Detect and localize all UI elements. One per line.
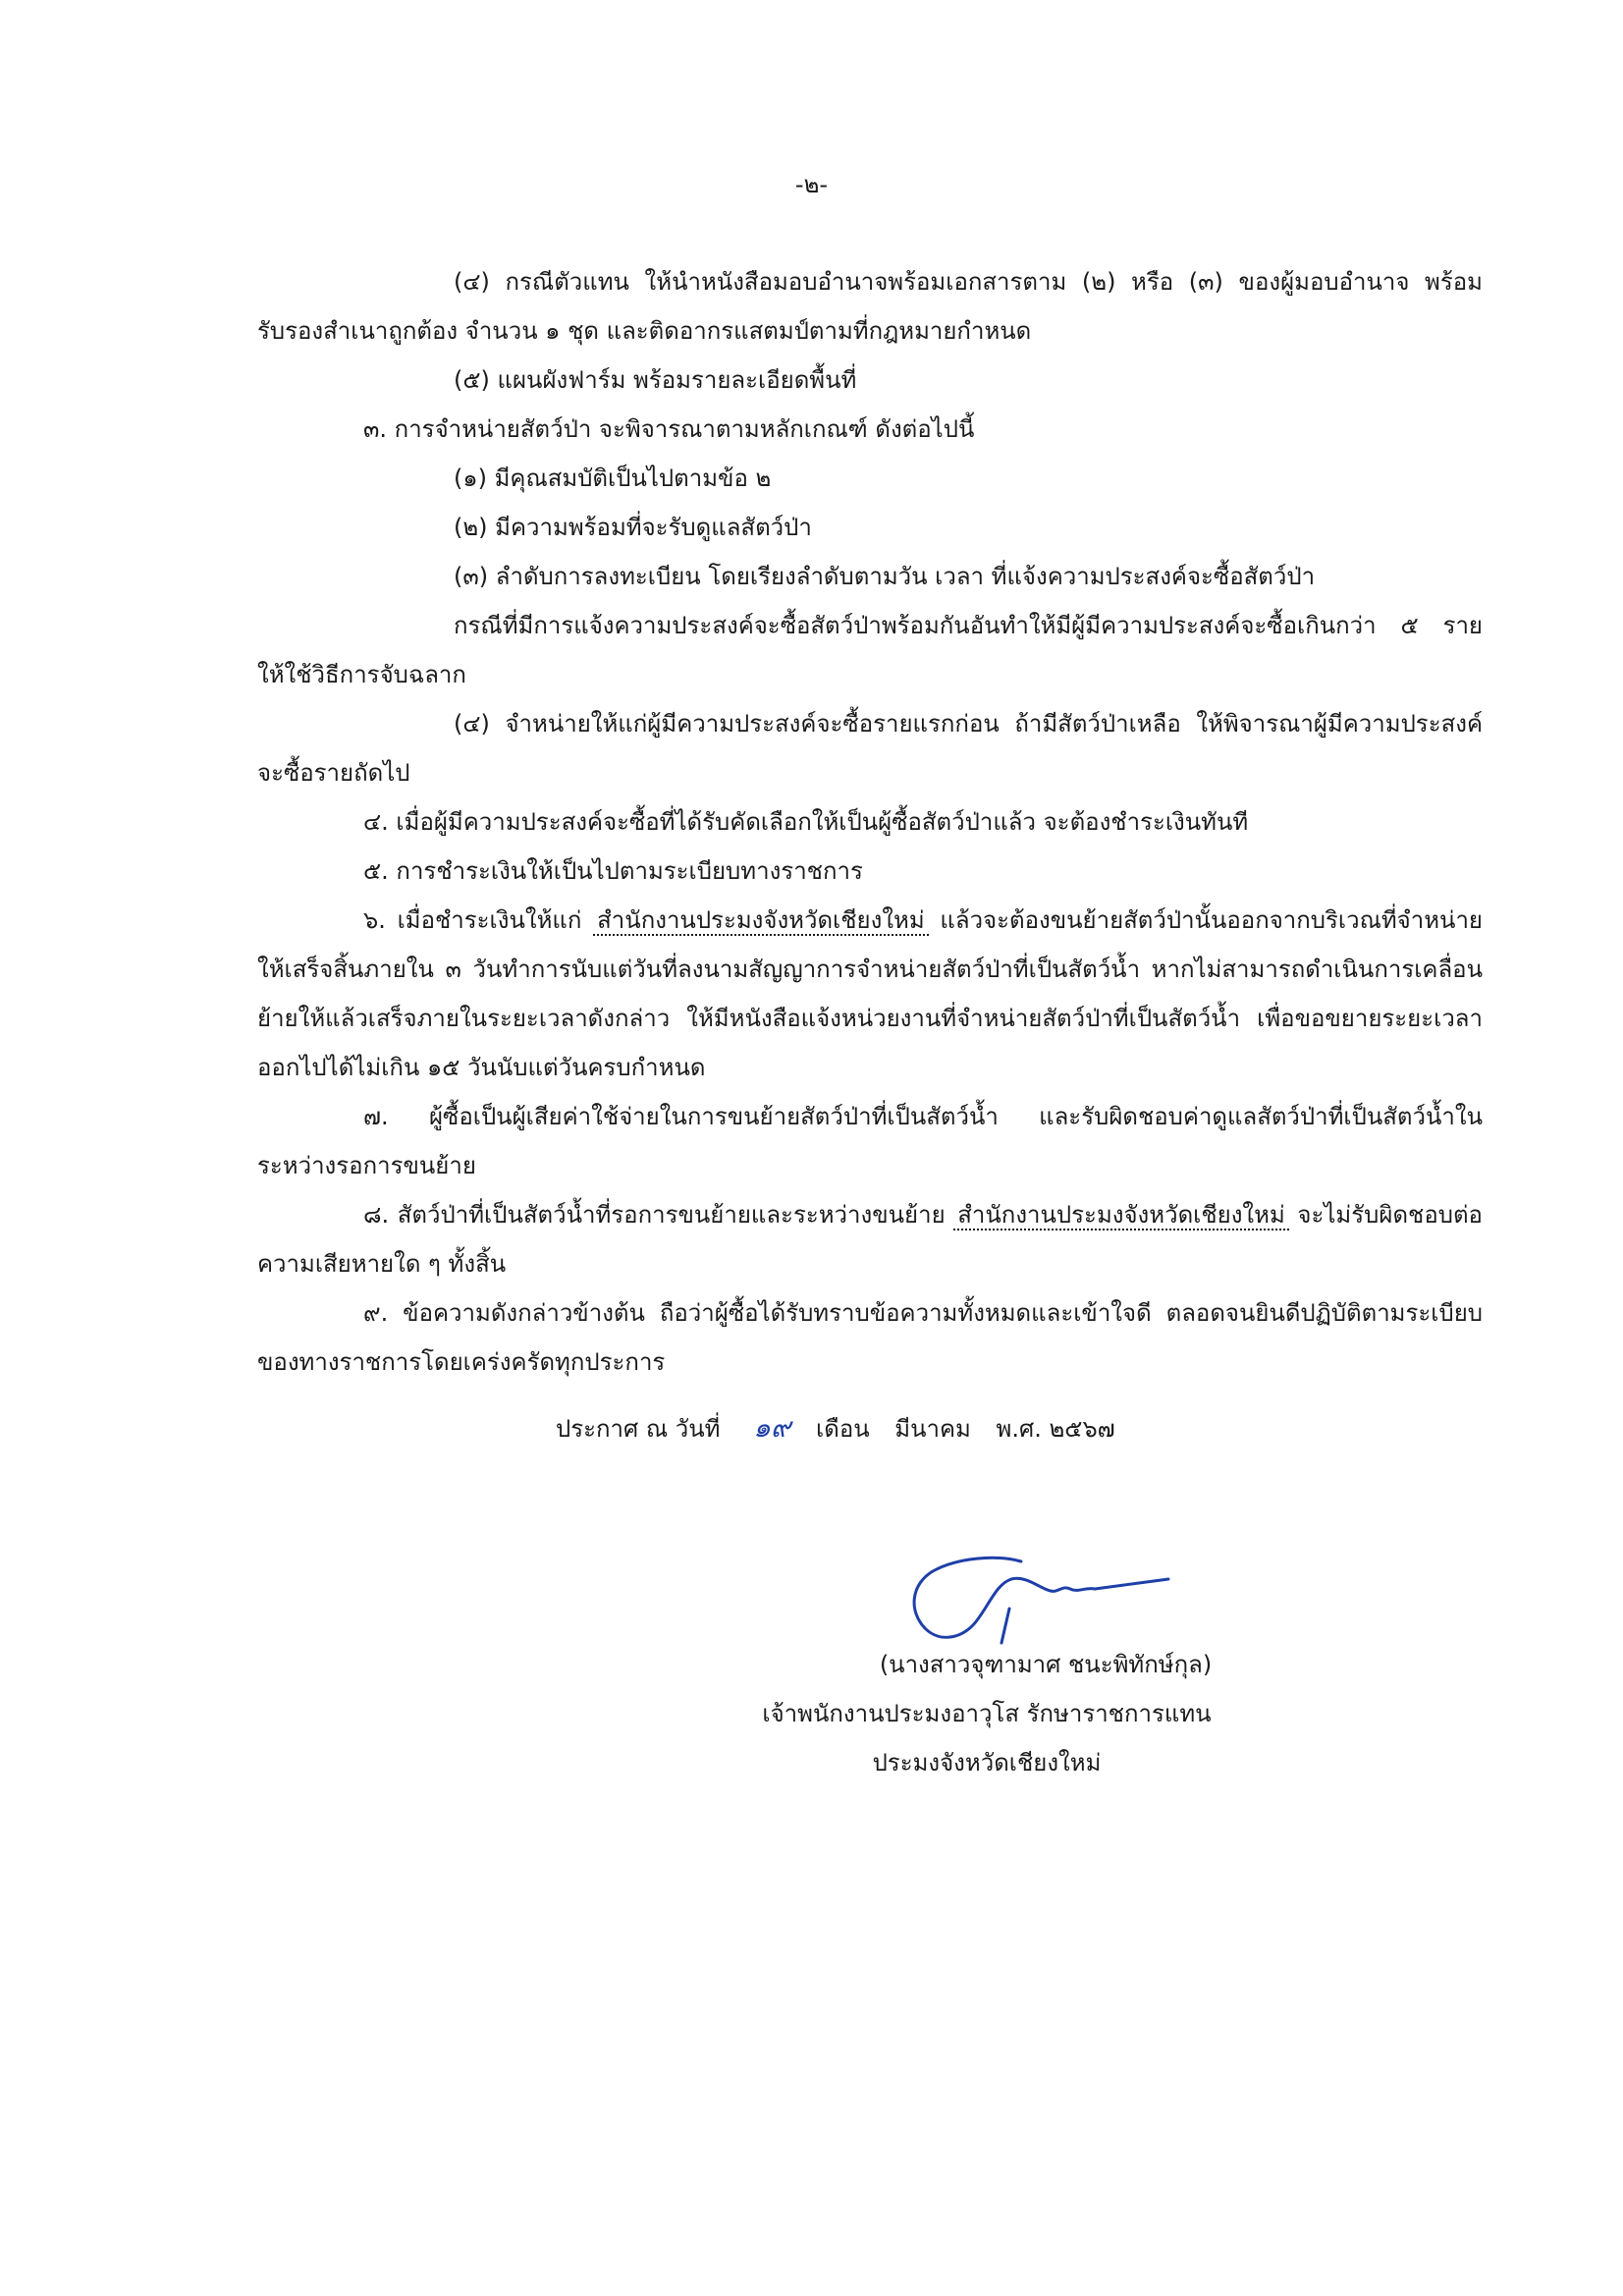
removal-text-end: แล้วจะต้องขนย้ายสัตว์ป่านั้นออกจากบริเวณที่จำหน่ายให้เสร็จสิ้นภายใน ๓ วันทำการนับแต่วันที่ลงนามสัญญาการจำหน่ายสัตว์ป่าที่เป็นสัตว์น้ำ หากไม่สามารถดำเนินการเคลื่อนย้ายให้แล้วเสร็จภายในระยะเวลาดังกล่าว ให้มีหนังสือแจ้งหน่วยงานที่จำหน่ายสัตว์ป่าที่เป็นสัตว์น้ำ เพื่อขอขยายระยะเวลาออกไปได้ไม่เกิน ๑๕ วันนับแต่วันครบกำหนด <box>257 906 1483 1081</box>
paragraph-criteria-2: (๒) มีความพร้อมที่จะรับดูแลสัตว์ป่า <box>454 514 812 541</box>
month-label: เดือน <box>816 1415 870 1443</box>
office-name-underlined: สำนักงานประมงจังหวัดเชียงใหม่ <box>593 906 929 936</box>
page-number: -๒- <box>794 171 829 198</box>
signer-position: เจ้าพนักงานประมงอาวุโส รักษาราชการแทน <box>762 1700 1212 1727</box>
signer-block <box>687 1640 1257 1787</box>
paragraph-acknowledgement: ๙. ข้อความดังกล่าวข้างต้น ถือว่าผู้ซื้อได้รับทราบข้อความทั้งหมดและเข้าใจดี ตลอดจนยินดีปฏิบัติตามระเบียบของทางราชการโดยเคร่งครัดทุกประการ <box>257 1299 1483 1376</box>
document-body <box>257 257 1483 1387</box>
paragraph-payment-rules: ๕. การชำระเงินให้เป็นไปตามระเบียบทางราชการ <box>363 857 863 885</box>
paragraph-proxy-documents: (๔) กรณีตัวแทน ให้นำหนังสือมอบอำนาจพร้อมเอกสารตาม (๒) หรือ (๓) ของผู้มอบอำนาจ พร้อมรับรองสำเนาถูกต้อง จำนวน ๑ ชุด และติดอากรแสตมป์ตามที่กฎหมายกำหนด <box>257 268 1483 345</box>
paragraph-criteria-3: (๓) ลำดับการลงทะเบียน โดยเรียงลำดับตามวัน เวลา ที่แจ้งความประสงค์จะซื้อสัตว์ป่า <box>454 563 1316 590</box>
paragraph-removal <box>257 896 1483 1092</box>
liability-text-end: จะไม่รับผิดชอบต่อความเสียหายใด ๆ ทั้งสิ้น <box>257 1201 1483 1278</box>
year-value: พ.ศ. ๒๕๖๗ <box>996 1415 1115 1443</box>
office-name-underlined: สำนักงานประมงจังหวัดเชียงใหม่ <box>953 1201 1289 1230</box>
signer-name: (นางสาวจุฑามาศ ชนะพิทักษ์กุล) <box>879 1651 1213 1678</box>
paragraph-buyer-expenses: ๗. ผู้ซื้อเป็นผู้เสียค่าใช้จ่ายในการขนย้ายสัตว์ป่าที่เป็นสัตว์น้ำ และรับผิดชอบค่าดูแลสัตว์ป่าที่เป็นสัตว์น้ำในระหว่างรอการขนย้าย <box>257 1103 1483 1179</box>
removal-text-start: ๖. เมื่อชำระเงินให้แก่ <box>363 906 582 934</box>
paragraph-liability <box>257 1190 1483 1288</box>
paragraph-sale-criteria: ๓. การจำหน่ายสัตว์ป่า จะพิจารณาตามหลักเกณฑ์ ดังต่อไปนี้ <box>363 415 975 443</box>
paragraph-payment-immediate: ๔. เมื่อผู้มีความประสงค์จะซื้อที่ได้รับคัดเลือกให้เป็นผู้ซื้อสัตว์ป่าแล้ว จะต้องชำระเงินทันที <box>363 808 1249 836</box>
month-value: มีนาคม <box>894 1415 971 1443</box>
liability-text-start: ๘. สัตว์ป่าที่เป็นสัตว์น้ำที่รอการขนย้ายและระหว่างขนย้าย <box>363 1201 946 1229</box>
paragraph-farm-layout: (๕) แผนผังฟาร์ม พร้อมรายละเอียดพื้นที่ <box>454 366 857 394</box>
announcement-prefix: ประกาศ ณ วันที่ <box>556 1415 721 1443</box>
paragraph-criteria-1: (๑) มีคุณสมบัติเป็นไปตามข้อ ๒ <box>454 465 772 492</box>
handwritten-day: ๑๙ <box>753 1411 791 1444</box>
signer-office: ประมงจังหวัดเชียงใหม่ <box>872 1749 1102 1777</box>
announcement-date <box>556 1406 1115 1449</box>
paragraph-criteria-4: (๔) จำหน่ายให้แก่ผู้มีความประสงค์จะซื้อรายแรกก่อน ถ้ามีสัตว์ป่าเหลือ ให้พิจารณาผู้มีความประสงค์จะซื้อรายถัดไป <box>257 710 1483 787</box>
paragraph-lottery: กรณีที่มีการแจ้งความประสงค์จะซื้อสัตว์ป่าพร้อมกันอันทำให้มีผู้มีความประสงค์จะซื้อเกินกว่า ๕ ราย ให้ใช้วิธีการจับฉลาก <box>257 612 1483 688</box>
